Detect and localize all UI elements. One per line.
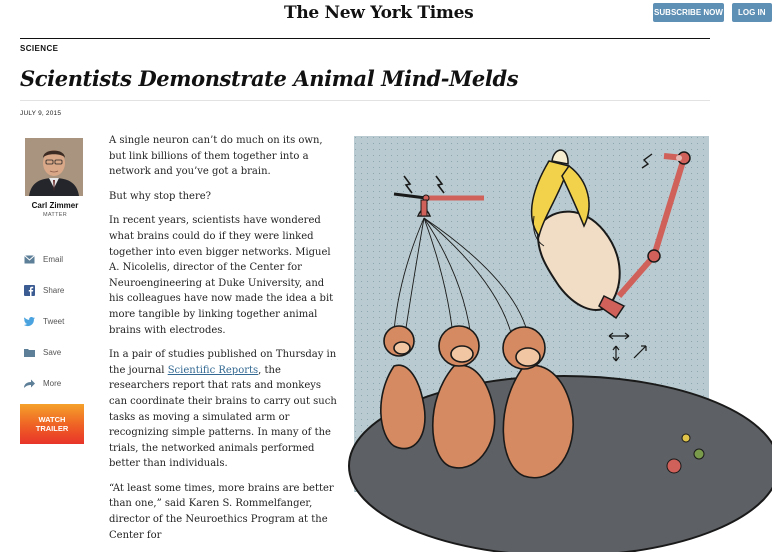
nyt-logo[interactable]: The New York Times (284, 3, 474, 23)
share-facebook[interactable] (24, 283, 64, 297)
article-illustration[interactable] (354, 136, 709, 492)
facebook-icon (24, 285, 35, 296)
share-email-label: Email (43, 254, 64, 264)
article-headline: Scientists Demonstrate Animal Mind-Melds (20, 66, 519, 91)
paragraph-4-end: , the researchers report that rats and monkeys can coordinate their brains to carry out such tasks as moving a simulated arm or recognizing simple patterns. In many of the trials, the networked animals performed better than individuals. (109, 364, 337, 470)
share-twitter-label: Tweet (43, 316, 65, 326)
masthead (0, 0, 766, 26)
paragraph-4 (109, 347, 341, 472)
subscribe-button[interactable]: SUBSCRIBE NOW (653, 3, 724, 22)
watch-trailer-line1: WATCH (38, 414, 66, 424)
share-save-label: Save (43, 347, 62, 357)
section-label[interactable]: SCIENCE (20, 44, 59, 53)
paragraph-1: A single neuron can’t do much on its own, but link billions of them together into a network and you’ve got a brain. (109, 135, 323, 178)
share-more[interactable] (24, 376, 61, 390)
share-twitter[interactable] (24, 314, 64, 328)
login-button[interactable]: LOG IN (732, 3, 772, 22)
envelope-icon (24, 254, 35, 265)
share-arrow-icon (24, 378, 35, 389)
paragraph-3: In recent years, scientists have wondered what brains could do if they were linked together into even bigger networks. Miguel A. Nicolelis, director of the Center for Neuroengineering at Duke University, and his colleagues have now made the idea a bit more tangible by linking together animal brains with electrodes. (109, 215, 334, 336)
share-save[interactable] (24, 345, 61, 359)
folder-icon (24, 347, 35, 358)
author-org: MATTER (42, 212, 67, 218)
watch-trailer-line2: TRAILER (35, 424, 69, 433)
paragraph-4-start: In a pair of studies published on Thursday in the journal (109, 349, 337, 376)
scientific-reports-link[interactable]: Scientific Reports (167, 364, 259, 376)
author-photo[interactable] (25, 138, 83, 196)
twitter-bird-icon (24, 316, 35, 327)
author-name[interactable]: Carl Zimmer (31, 201, 79, 210)
article-body (109, 133, 341, 552)
share-more-label: More (43, 378, 62, 388)
section-rule (20, 38, 710, 39)
watch-trailer-button[interactable] (20, 404, 84, 444)
headline-divider (20, 100, 710, 101)
paragraph-2: But why stop there? (109, 190, 212, 202)
share-email[interactable] (24, 252, 63, 266)
share-facebook-label: Share (43, 285, 65, 295)
paragraph-5: “At least some times, more brains are better than one,” said Karen S. Rommelfanger, director of the Neuroethics Program at the Center for (109, 482, 334, 541)
article-date: JULY 9, 2015 (20, 110, 62, 117)
